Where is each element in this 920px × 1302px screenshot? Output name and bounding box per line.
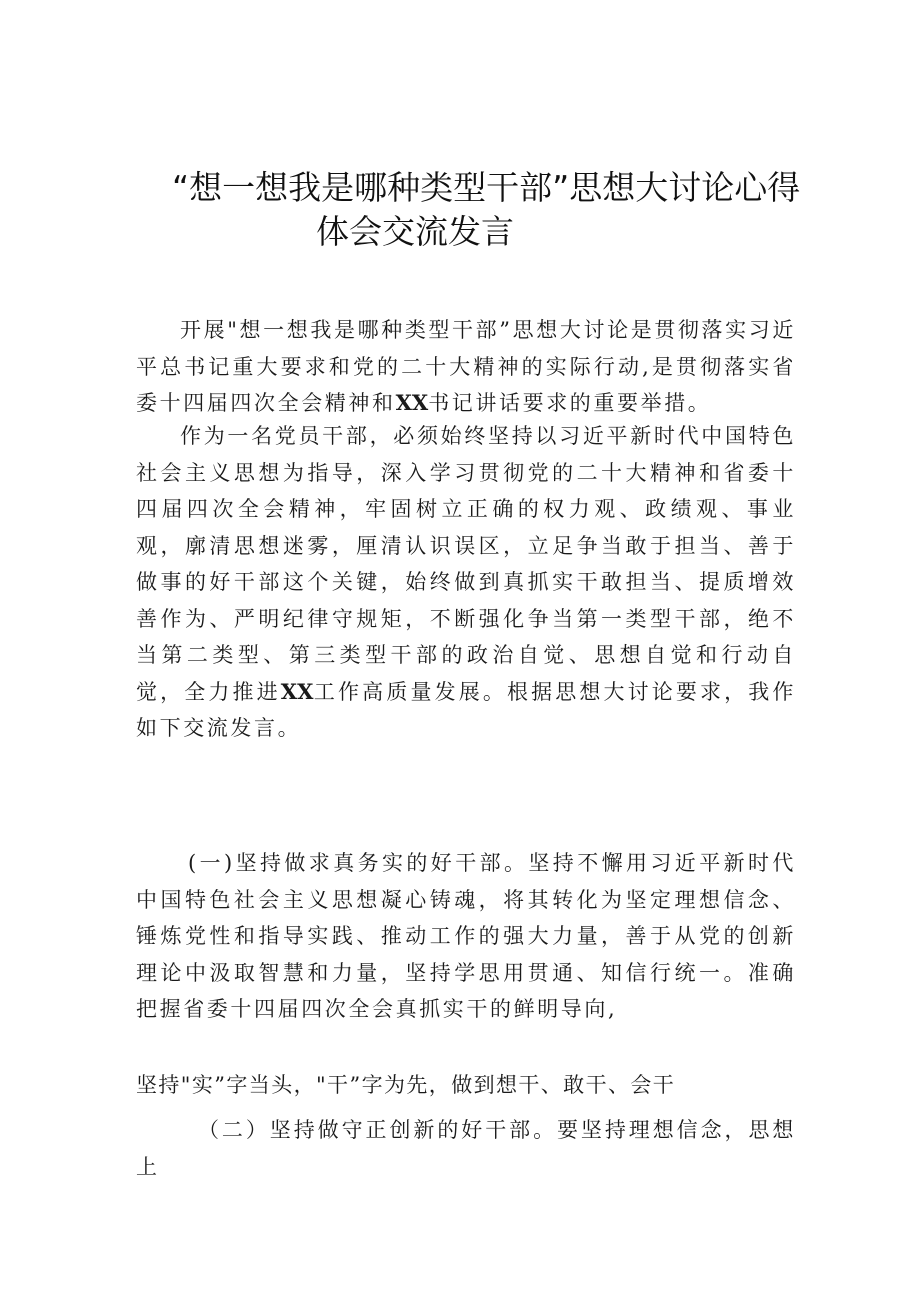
paragraph-main-text-end: 工作高质量发展。根据思想大讨论要求，我作如下交流发言。 <box>136 679 797 740</box>
paragraph-section-2: （二）坚持做守正创新的好干部。要坚持理想信念，思想上 <box>136 1118 796 1179</box>
paragraph-intro-text-end: 书记讲话要求的重要举措。 <box>428 391 712 415</box>
paragraph-main <box>136 418 796 747</box>
paragraph-main-text: 作为一名党员干部，必须始终坚持以习近平新时代中国特色社会主义思想为指导，深入学习贯彻党的二十大精神和省委十四届四次全会精神，牢固树立正确的权力观、政绩观、事业观，廓清思想迷雾，厘清认识误区，立足争当敢于担当、善于做事的好干部这个关键，始终做到真抓实干敢担当、提质增效善作为、严明纪律守规矩，不断强化争当第一类型干部，绝不当第二类型、第三类型干部的政治自觉、思想自觉和行动自觉，全力推进 <box>136 424 796 704</box>
document-title <box>136 166 801 254</box>
placeholder-xx: XX <box>280 678 314 704</box>
placeholder-xx: XX <box>395 390 429 415</box>
title-line-2: 体会交流发言 <box>316 212 514 251</box>
paragraph-intro-text: 开展"想一想我是哪种类型干部”思想大讨论是贯彻落实习近平总书记重大要求和党的二十大精神的实际行动,是贯彻落实省委十四届四次全会精神和 <box>136 318 796 415</box>
paragraph-section-1-continued: 坚持"实”字当头，"干”字为先，做到想干、敢干、会干 <box>136 1073 676 1097</box>
paragraph-section-1: (一)坚持做求真务实的好干部。坚持不懈用习近平新时代中国特色社会主义思想凝心铸魂，将其转化为坚定理想信念、锤炼党性和指导实践、推动工作的强大力量，善于从党的创新理论中汲取智慧和力量，坚持学思用贯通、知信行统一。准确把握省委十四届四次全会真抓实干的鲜明导向, <box>136 851 796 1021</box>
title-line-1: “想一想我是哪种类型干部”思想大讨论心得 <box>172 168 801 207</box>
paragraph-intro <box>136 312 796 422</box>
